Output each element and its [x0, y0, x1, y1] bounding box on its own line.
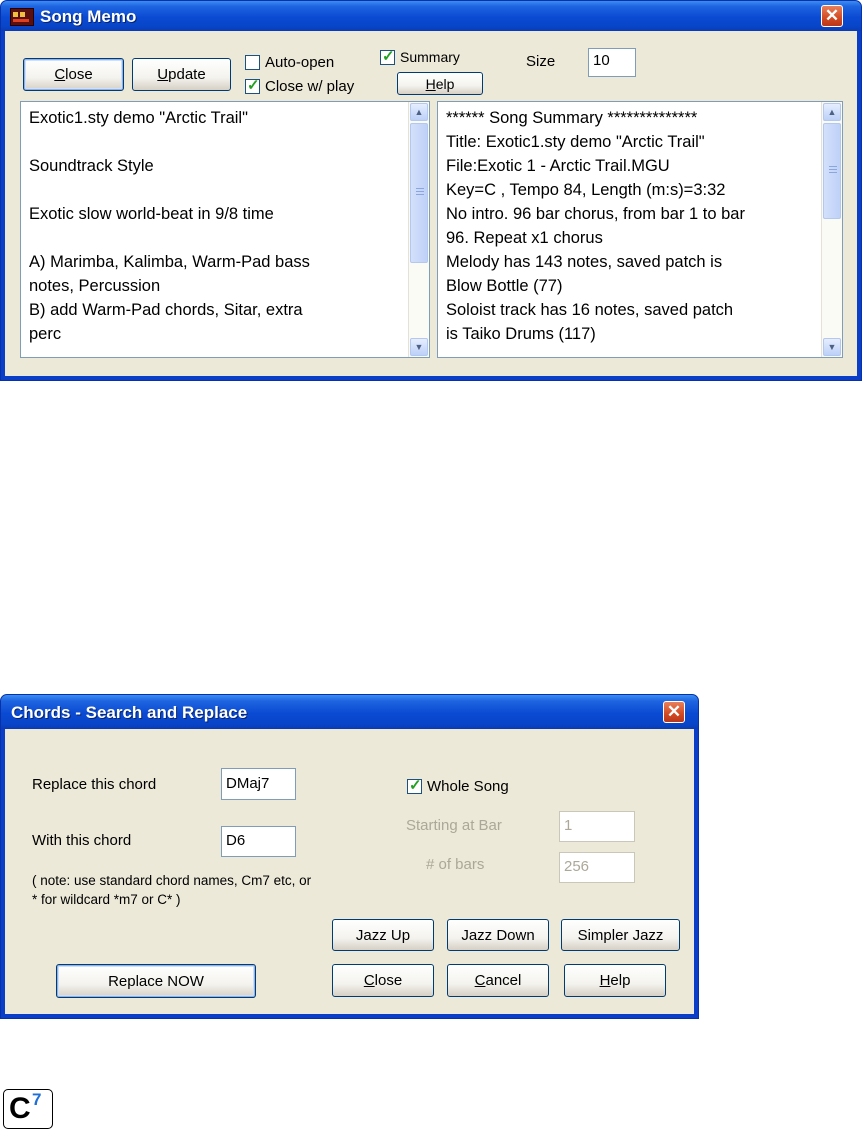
- with-this-chord-label: With this chord: [32, 832, 132, 849]
- song-memo-title: Song Memo: [40, 7, 137, 26]
- help-button[interactable]: Help: [397, 72, 483, 95]
- memo-textarea[interactable]: [20, 101, 430, 358]
- auto-open-label[interactable]: Auto-open: [265, 54, 335, 71]
- replace-now-button[interactable]: Replace NOW: [56, 964, 256, 998]
- song-memo-titlebar[interactable]: [1, 1, 861, 31]
- cancel-button[interactable]: Cancel: [447, 964, 549, 997]
- num-bars-input: 256: [559, 852, 635, 883]
- song-memo-window: [0, 0, 862, 381]
- text-line: Soloist track has 16 notes, saved patch: [446, 301, 734, 319]
- auto-open-checkbox[interactable]: [245, 55, 260, 70]
- chords-dialog-titlebar[interactable]: [1, 695, 698, 729]
- close-button[interactable]: Close: [23, 58, 124, 91]
- text-line: 96. Repeat x1 chorus: [446, 229, 603, 247]
- chord-c7-icon: [3, 1089, 53, 1129]
- chords-dialog-window: [0, 694, 699, 1019]
- text-line: [29, 226, 407, 250]
- text-line: is Taiko Drums (117): [446, 325, 596, 343]
- text-line: [29, 178, 407, 202]
- text-line: notes, Percussion: [29, 277, 161, 295]
- checkmark-icon: ✓: [247, 77, 260, 94]
- help-button[interactable]: Help: [564, 964, 666, 997]
- chords-dialog-close-icon[interactable]: ✕: [663, 701, 685, 723]
- text-line: Exotic slow world-beat in 9/8 time: [29, 205, 274, 223]
- chords-dialog-title: Chords - Search and Replace: [11, 703, 248, 722]
- close-button[interactable]: Close: [332, 964, 434, 997]
- chord-c7-letter: C: [9, 1092, 31, 1125]
- text-line: Melody has 143 notes, saved patch is: [446, 253, 723, 271]
- checkmark-icon: ✓: [409, 777, 422, 794]
- text-line: Title: Exotic1.sty demo "Arctic Trail": [446, 133, 705, 151]
- scroll-thumb[interactable]: [410, 123, 428, 263]
- text-line: B) add Warm-Pad chords, Sitar, extra: [29, 301, 303, 319]
- close-w-play-checkbox[interactable]: [245, 79, 260, 94]
- whole-song-label[interactable]: Whole Song: [427, 778, 509, 795]
- app-icon: [10, 8, 34, 26]
- text-line: perc: [29, 325, 62, 343]
- scroll-up-icon[interactable]: ▲: [410, 103, 428, 121]
- size-label: Size: [526, 53, 556, 70]
- chord-c7-superscript: 7: [32, 1090, 42, 1109]
- summary-scrollbar[interactable]: [821, 102, 842, 357]
- replace-this-chord-label: Replace this chord: [32, 776, 157, 793]
- scroll-up-icon[interactable]: ▲: [823, 103, 841, 121]
- size-input[interactable]: 10: [588, 48, 636, 77]
- memo-lines: [29, 106, 407, 346]
- checkmark-icon: ✓: [382, 48, 395, 65]
- replace-chord-input[interactable]: DMaj7: [221, 768, 296, 800]
- text-line: A) Marimba, Kalimba, Warm-Pad bass: [29, 253, 310, 271]
- whole-song-checkbox[interactable]: [407, 779, 422, 794]
- text-line: [29, 130, 407, 154]
- summary-lines: [446, 106, 820, 346]
- memo-scrollbar[interactable]: [408, 102, 429, 357]
- starting-at-bar-input: 1: [559, 811, 635, 842]
- song-memo-close-icon[interactable]: ✕: [821, 5, 843, 27]
- summary-checkbox[interactable]: [380, 50, 395, 65]
- summary-label[interactable]: Summary: [400, 49, 460, 65]
- close-w-play-label[interactable]: Close w/ play: [265, 78, 355, 95]
- text-line: Soundtrack Style: [29, 157, 154, 175]
- chord-note-line1: ( note: use standard chord names, Cm7 etc, or: [32, 873, 312, 888]
- song-memo-client: [5, 31, 857, 376]
- text-line: ****** Song Summary **************: [446, 109, 698, 127]
- text-line: Blow Bottle (77): [446, 277, 563, 295]
- jazz-down-button[interactable]: Jazz Down: [447, 919, 549, 951]
- num-bars-label: # of bars: [426, 856, 485, 873]
- chords-dialog-client: [5, 729, 694, 1014]
- text-line: No intro. 96 bar chorus, from bar 1 to bar: [446, 205, 745, 223]
- text-line: Exotic1.sty demo "Arctic Trail": [29, 109, 248, 127]
- scroll-down-icon[interactable]: ▼: [410, 338, 428, 356]
- scroll-down-icon[interactable]: ▼: [823, 338, 841, 356]
- simpler-jazz-button[interactable]: Simpler Jazz: [561, 919, 680, 951]
- text-line: Key=C , Tempo 84, Length (m:s)=3:32: [446, 181, 726, 199]
- text-line: File:Exotic 1 - Arctic Trail.MGU: [446, 157, 670, 175]
- chord-note-line2: * for wildcard *m7 or C* ): [32, 892, 181, 907]
- summary-textarea[interactable]: [437, 101, 843, 358]
- with-chord-input[interactable]: D6: [221, 826, 296, 857]
- scroll-thumb[interactable]: [823, 123, 841, 219]
- jazz-up-button[interactable]: Jazz Up: [332, 919, 434, 951]
- starting-at-bar-label: Starting at Bar: [406, 817, 502, 834]
- update-button[interactable]: Update: [132, 58, 231, 91]
